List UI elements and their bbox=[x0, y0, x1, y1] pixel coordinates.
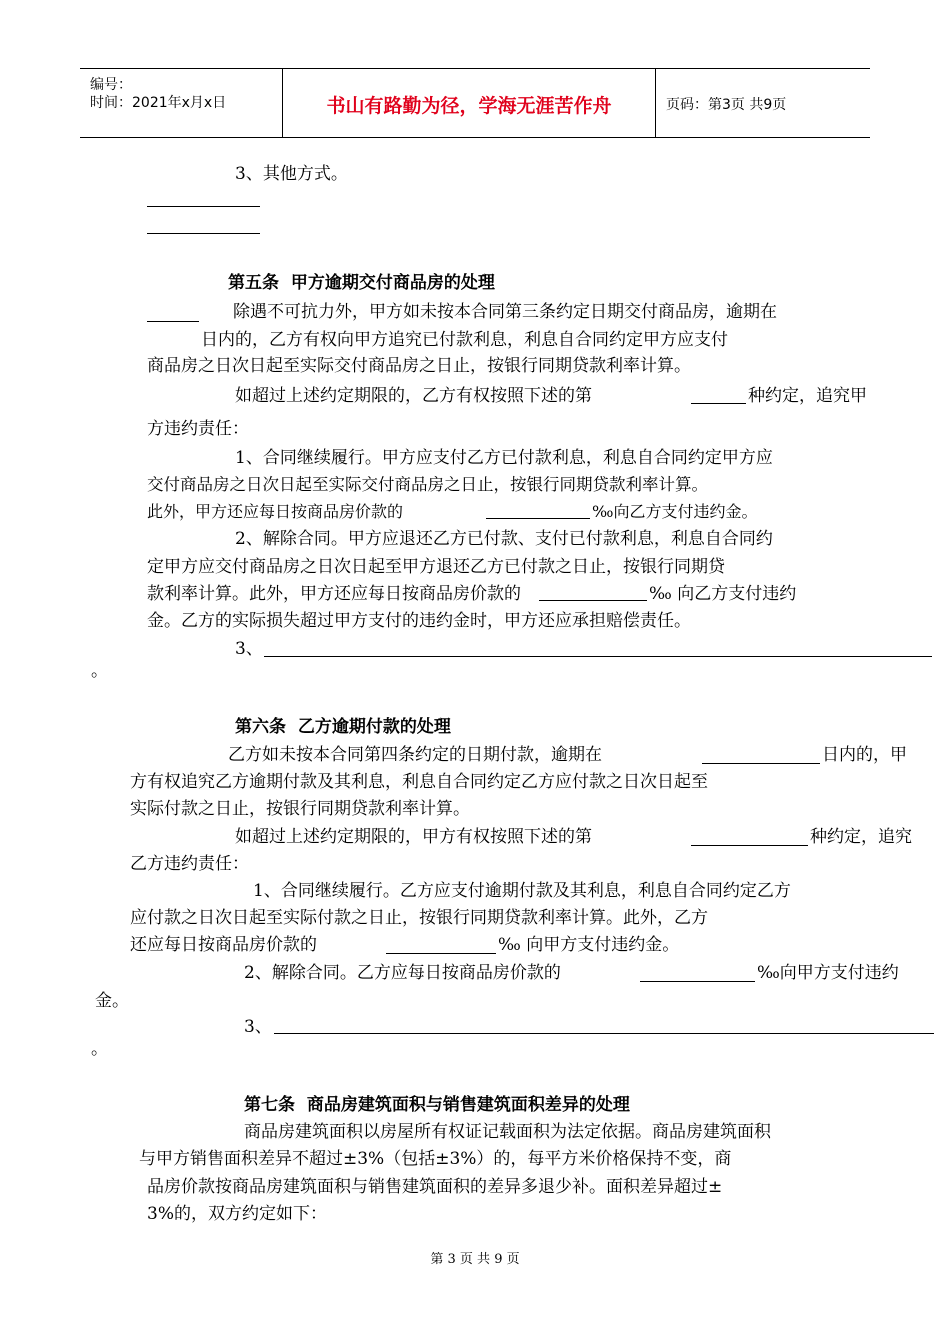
text-line: 日内的，乙方有权向甲方追究已付款利息，利息自合同约定甲方应支付 bbox=[201, 330, 728, 350]
text-line: ‰向乙方支付违约金。 bbox=[592, 502, 758, 521]
header-page-number: 页码：第3页 共9页 bbox=[666, 97, 787, 113]
text-line: 2、解除合同。乙方应每日按商品房价款的 bbox=[244, 963, 561, 983]
text-line: 实际付款之日止，按银行同期贷款利率计算。 bbox=[130, 799, 470, 819]
text-line: 日内的，甲 bbox=[822, 745, 907, 765]
text-line: 交付商品房之日次日起至实际交付商品房之日止，按银行同期贷款利率计算。 bbox=[147, 475, 708, 494]
section-title: 第七条 商品房建筑面积与销售建筑面积差异的处理 bbox=[244, 1095, 630, 1115]
text-line: 品房价款按商品房建筑面积与销售建筑面积的差异多退少补。面积差异超过± bbox=[147, 1177, 723, 1197]
text-line: 除遇不可抗力外，甲方如未按本合同第三条约定日期交付商品房，逾期在 bbox=[233, 302, 777, 322]
header-info-cell bbox=[80, 69, 283, 137]
text-line: 商品房之日次日起至实际交付商品房之日止，按银行同期贷款利率计算。 bbox=[147, 356, 691, 376]
blank-line bbox=[147, 233, 260, 234]
text-line: 如超过上述约定期限的，甲方有权按照下述的第 bbox=[235, 827, 592, 847]
text-line: 2、解除合同。甲方应退还乙方已付款、支付已付款利息，利息自合同约 bbox=[235, 529, 773, 549]
text-line: 种约定，追究甲 bbox=[748, 386, 867, 406]
text-line: ‰向甲方支付违约 bbox=[757, 963, 899, 983]
text-line: 方违约责任： bbox=[147, 419, 249, 439]
text-line: ‰ 向乙方支付违约 bbox=[649, 584, 797, 604]
text-line: 应付款之日次日起至实际付款之日止，按银行同期贷款利率计算。此外，乙方 bbox=[130, 908, 708, 928]
blank-line bbox=[486, 518, 590, 519]
blank-line bbox=[691, 845, 808, 846]
text-line: 金。 bbox=[95, 991, 129, 1011]
header-motto-cell bbox=[283, 69, 656, 137]
text-line: 方有权追究乙方逾期付款及其利息，利息自合同约定乙方应付款之日次日起至 bbox=[130, 772, 708, 792]
document-number: 编号： bbox=[90, 77, 132, 93]
blank-line bbox=[691, 403, 746, 404]
blank-line bbox=[147, 206, 260, 207]
text-line: 3、 bbox=[244, 1017, 272, 1037]
blank-line bbox=[264, 656, 932, 657]
document-header bbox=[80, 68, 870, 138]
text-line: 。 bbox=[91, 661, 108, 681]
text-line: ‰ 向甲方支付违约金。 bbox=[498, 935, 680, 955]
text-line: 与甲方销售面积差异不超过±3%（包括±3%）的，每平方米价格保持不变，商 bbox=[139, 1149, 732, 1169]
text-line: 此外，甲方还应每日按商品房价款的 bbox=[147, 502, 404, 521]
text-line: 种约定，追究 bbox=[810, 827, 912, 847]
text-line: 款利率计算。此外，甲方还应每日按商品房价款的 bbox=[147, 584, 521, 604]
text-line: 还应每日按商品房价款的 bbox=[130, 935, 317, 955]
text-line: 3、其他方式。 bbox=[235, 164, 348, 184]
header-motto: 书山有路勤为径，学海无涯苦作舟 bbox=[326, 95, 612, 117]
blank-line bbox=[539, 600, 647, 601]
text-line: 3、 bbox=[235, 639, 263, 659]
text-line: 金。乙方的实际损失超过甲方支付的违约金时，甲方还应承担赔偿责任。 bbox=[147, 611, 691, 631]
text-line: 。 bbox=[91, 1039, 108, 1059]
text-line: 1、合同继续履行。甲方应支付乙方已付款利息，利息自合同约定甲方应 bbox=[235, 448, 773, 468]
text-line: 商品房建筑面积以房屋所有权证记载面积为法定依据。商品房建筑面积 bbox=[244, 1122, 771, 1142]
text-line: 乙方违约责任： bbox=[130, 854, 249, 874]
header-page-cell bbox=[656, 69, 870, 137]
text-line: 1、合同继续履行。乙方应支付逾期付款及其利息，利息自合同约定乙方 bbox=[253, 881, 791, 901]
page-footer: 第 3 页 共 9 页 bbox=[430, 1252, 520, 1267]
blank-line bbox=[702, 763, 820, 764]
blank-line bbox=[147, 321, 199, 322]
text-line: 如超过上述约定期限的，乙方有权按照下述的第 bbox=[235, 386, 592, 406]
blank-line bbox=[640, 981, 755, 982]
blank-line bbox=[274, 1033, 934, 1034]
text-line: 3%的，双方约定如下： bbox=[147, 1204, 327, 1224]
text-line: 定甲方应交付商品房之日次日起至甲方退还乙方已付款之日止，按银行同期贷 bbox=[147, 557, 725, 577]
section-title: 第六条 乙方逾期付款的处理 bbox=[235, 717, 451, 737]
section-title: 第五条 甲方逾期交付商品房的处理 bbox=[228, 273, 495, 293]
document-time: 时间：2021年x月x日 bbox=[90, 95, 227, 111]
blank-line bbox=[386, 953, 496, 954]
text-line: 乙方如未按本合同第四条约定的日期付款，逾期在 bbox=[228, 745, 602, 765]
